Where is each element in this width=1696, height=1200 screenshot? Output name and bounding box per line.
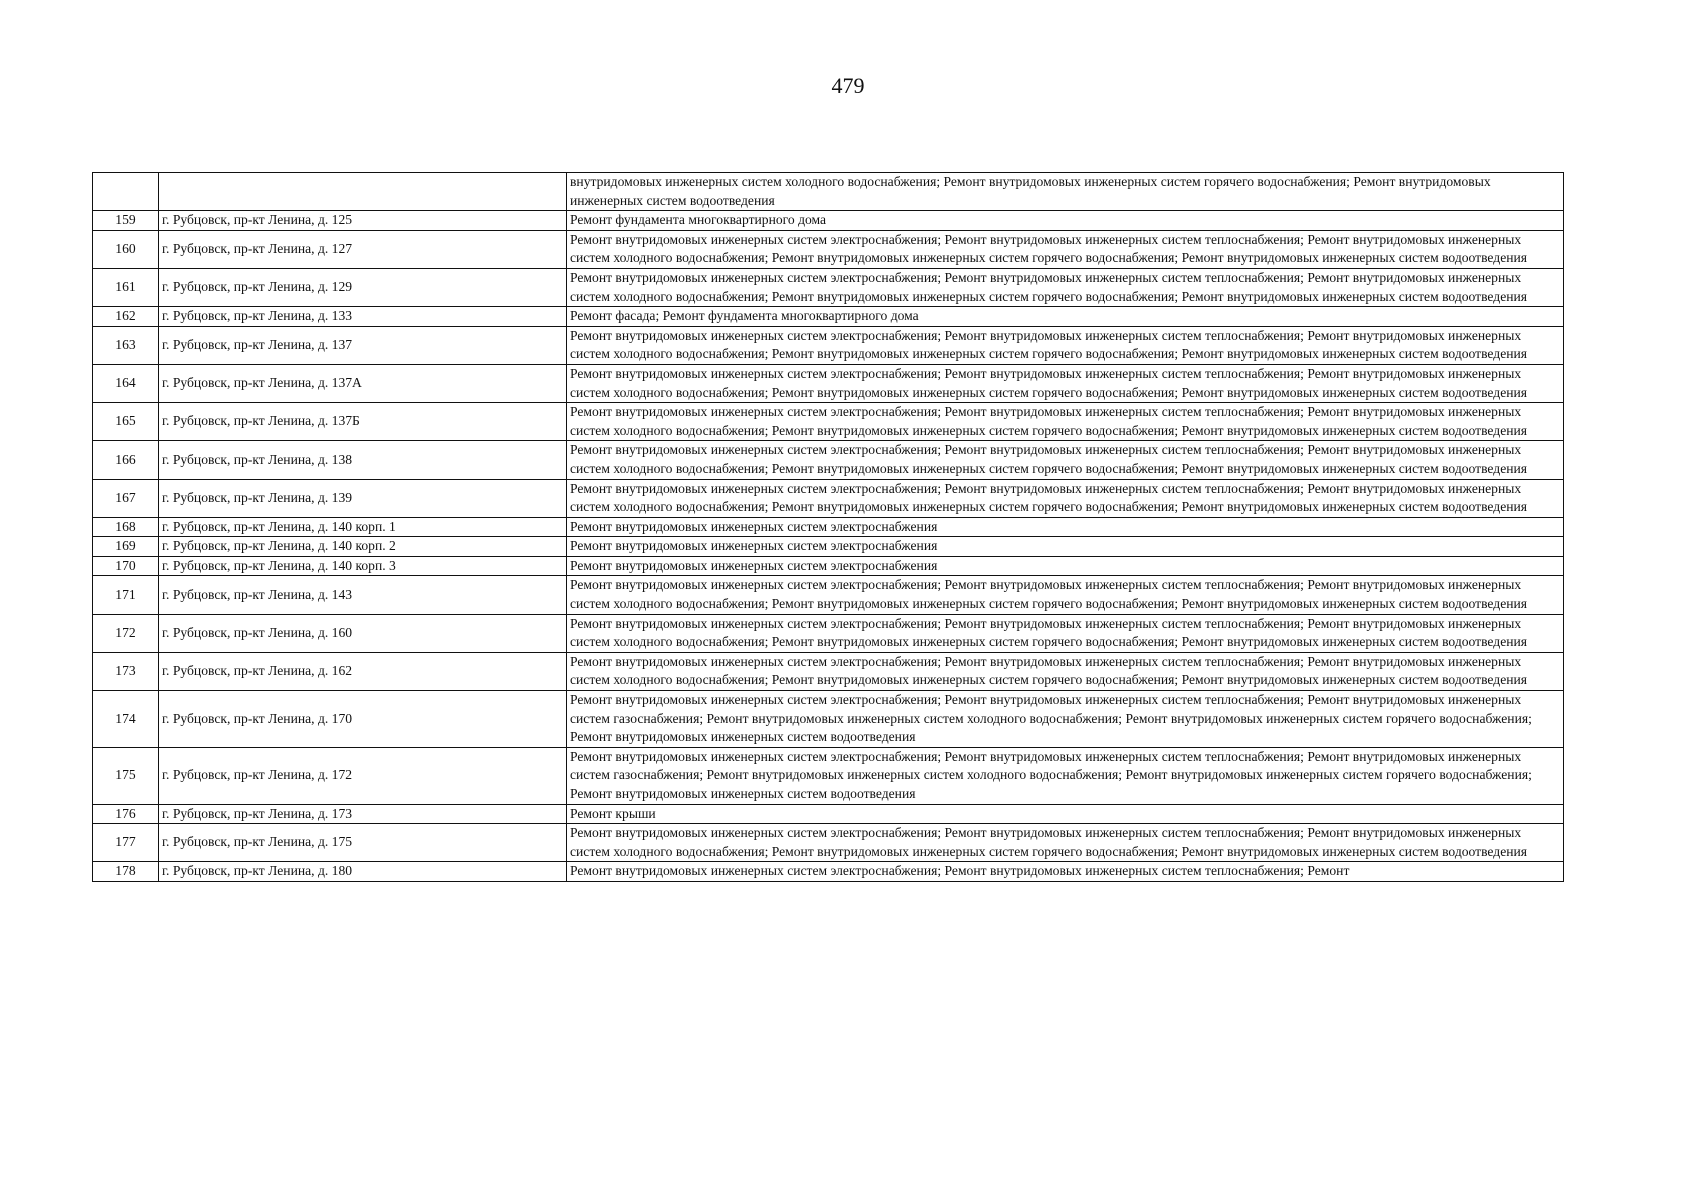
page-number: 479 (831, 73, 865, 98)
table-row (93, 307, 1564, 327)
address-cell: г. Рубцовск, пр-кт Ленина, д. 133 (159, 307, 567, 327)
address-cell: г. Рубцовск, пр-кт Ленина, д. 127 (159, 230, 567, 268)
address-cell: г. Рубцовск, пр-кт Ленина, д. 139 (159, 479, 567, 517)
work-description-cell: Ремонт внутридомовых инженерных систем электроснабжения; Ремонт внутридомовых инженерных систем теплоснабжения; Ремонт внутридомовых инженерных систем холодного водоснабжения; Ремонт внутридомовых инженерных систем горячего водоснабжения; Ремонт внутридомовых инженерных систем водоотведения (567, 652, 1564, 690)
address-cell: г. Рубцовск, пр-кт Ленина, д. 137А (159, 364, 567, 402)
table-row (93, 211, 1564, 231)
address-cell: г. Рубцовск, пр-кт Ленина, д. 140 корп. 2 (159, 537, 567, 557)
work-description-cell: Ремонт внутридомовых инженерных систем электроснабжения; Ремонт внутридомовых инженерных систем теплоснабжения; Ремонт внутридомовых инженерных систем холодного водоснабжения; Ремонт внутридомовых инженерных систем горячего водоснабжения; Ремонт внутридомовых инженерных систем водоотведения (567, 364, 1564, 402)
table-row (93, 537, 1564, 557)
row-number-cell: 174 (93, 691, 159, 748)
table-row (93, 747, 1564, 804)
table-row (93, 173, 1564, 211)
address-cell: г. Рубцовск, пр-кт Ленина, д. 170 (159, 691, 567, 748)
address-cell: г. Рубцовск, пр-кт Ленина, д. 125 (159, 211, 567, 231)
address-cell: г. Рубцовск, пр-кт Ленина, д. 173 (159, 804, 567, 824)
table-row (93, 614, 1564, 652)
address-cell: г. Рубцовск, пр-кт Ленина, д. 143 (159, 576, 567, 614)
table-row (93, 691, 1564, 748)
table-row (93, 268, 1564, 306)
row-number-cell: 169 (93, 537, 159, 557)
row-number-cell: 170 (93, 556, 159, 576)
table-row (93, 403, 1564, 441)
table-row (93, 804, 1564, 824)
row-number-cell: 173 (93, 652, 159, 690)
address-cell: г. Рубцовск, пр-кт Ленина, д. 137 (159, 326, 567, 364)
table-row (93, 230, 1564, 268)
work-description-cell: Ремонт внутридомовых инженерных систем электроснабжения (567, 556, 1564, 576)
work-description-cell: Ремонт внутридомовых инженерных систем электроснабжения; Ремонт внутридомовых инженерных систем теплоснабжения; Ремонт внутридомовых инженерных систем холодного водоснабжения; Ремонт внутридомовых инженерных систем горячего водоснабжения; Ремонт внутридомовых инженерных систем водоотведения (567, 576, 1564, 614)
row-number-cell: 161 (93, 268, 159, 306)
work-description-cell: Ремонт внутридомовых инженерных систем электроснабжения; Ремонт внутридомовых инженерных систем теплоснабжения; Ремонт внутридомовых инженерных систем холодного водоснабжения; Ремонт внутридомовых инженерных систем горячего водоснабжения; Ремонт внутридомовых инженерных систем водоотведения (567, 614, 1564, 652)
row-number-cell: 166 (93, 441, 159, 479)
table-row (93, 326, 1564, 364)
address-cell: г. Рубцовск, пр-кт Ленина, д. 162 (159, 652, 567, 690)
table-row (93, 517, 1564, 537)
row-number-cell: 172 (93, 614, 159, 652)
row-number-cell: 171 (93, 576, 159, 614)
work-description-cell: Ремонт внутридомовых инженерных систем электроснабжения; Ремонт внутридомовых инженерных систем теплоснабжения; Ремонт внутридомовых инженерных систем холодного водоснабжения; Ремонт внутридомовых инженерных систем горячего водоснабжения; Ремонт внутридомовых инженерных систем водоотведения (567, 326, 1564, 364)
work-description-cell: Ремонт внутридомовых инженерных систем электроснабжения; Ремонт внутридомовых инженерных систем теплоснабжения; Ремонт внутридомовых инженерных систем холодного водоснабжения; Ремонт внутридомовых инженерных систем горячего водоснабжения; Ремонт внутридомовых инженерных систем водоотведения (567, 479, 1564, 517)
row-number-cell: 175 (93, 747, 159, 804)
address-cell: г. Рубцовск, пр-кт Ленина, д. 140 корп. 1 (159, 517, 567, 537)
row-number-cell: 162 (93, 307, 159, 327)
work-description-cell: Ремонт внутридомовых инженерных систем электроснабжения (567, 517, 1564, 537)
work-description-cell: Ремонт фундамента многоквартирного дома (567, 211, 1564, 231)
repair-works-table (92, 172, 1564, 882)
row-number-cell: 160 (93, 230, 159, 268)
work-description-cell: внутридомовых инженерных систем холодного водоснабжения; Ремонт внутридомовых инженерных систем горячего водоснабжения; Ремонт внутридомовых инженерных систем водоотведения (567, 173, 1564, 211)
address-cell: г. Рубцовск, пр-кт Ленина, д. 129 (159, 268, 567, 306)
work-description-cell: Ремонт внутридомовых инженерных систем электроснабжения; Ремонт внутридомовых инженерных систем теплоснабжения; Ремонт внутридомовых инженерных систем холодного водоснабжения; Ремонт внутридомовых инженерных систем горячего водоснабжения; Ремонт внутридомовых инженерных систем водоотведения (567, 403, 1564, 441)
work-description-cell: Ремонт фасада; Ремонт фундамента многоквартирного дома (567, 307, 1564, 327)
row-number-cell: 168 (93, 517, 159, 537)
table-row (93, 576, 1564, 614)
table-row (93, 652, 1564, 690)
row-number-cell: 163 (93, 326, 159, 364)
address-cell (159, 173, 567, 211)
table-row (93, 824, 1564, 862)
work-description-cell: Ремонт внутридомовых инженерных систем электроснабжения; Ремонт внутридомовых инженерных систем теплоснабжения; Ремонт внутридомовых инженерных систем газоснабжения; Ремонт внутридомовых инженерных систем холодного водоснабжения; Ремонт внутридомовых инженерных систем горячего водоснабжения; Ремонт внутридомовых инженерных систем водоотведения (567, 691, 1564, 748)
work-description-cell: Ремонт внутридомовых инженерных систем электроснабжения (567, 537, 1564, 557)
row-number-cell: 165 (93, 403, 159, 441)
row-number-cell: 178 (93, 862, 159, 882)
work-description-cell: Ремонт внутридомовых инженерных систем электроснабжения; Ремонт внутридомовых инженерных систем теплоснабжения; Ремонт внутридомовых инженерных систем холодного водоснабжения; Ремонт внутридомовых инженерных систем горячего водоснабжения; Ремонт внутридомовых инженерных систем водоотведения (567, 230, 1564, 268)
work-description-cell: Ремонт внутридомовых инженерных систем электроснабжения; Ремонт внутридомовых инженерных систем теплоснабжения; Ремонт внутридомовых инженерных систем холодного водоснабжения; Ремонт внутридомовых инженерных систем горячего водоснабжения; Ремонт внутридомовых инженерных систем водоотведения (567, 824, 1564, 862)
work-description-cell: Ремонт внутридомовых инженерных систем электроснабжения; Ремонт внутридомовых инженерных систем теплоснабжения; Ремонт внутридомовых инженерных систем холодного водоснабжения; Ремонт внутридомовых инженерных систем горячего водоснабжения; Ремонт внутридомовых инженерных систем водоотведения (567, 441, 1564, 479)
row-number-cell: 164 (93, 364, 159, 402)
table-row (93, 479, 1564, 517)
work-description-cell: Ремонт внутридомовых инженерных систем электроснабжения; Ремонт внутридомовых инженерных систем теплоснабжения; Ремонт (567, 862, 1564, 882)
row-number-cell: 177 (93, 824, 159, 862)
address-cell: г. Рубцовск, пр-кт Ленина, д. 175 (159, 824, 567, 862)
work-description-cell: Ремонт крыши (567, 804, 1564, 824)
table-row (93, 364, 1564, 402)
address-cell: г. Рубцовск, пр-кт Ленина, д. 138 (159, 441, 567, 479)
address-cell: г. Рубцовск, пр-кт Ленина, д. 140 корп. 3 (159, 556, 567, 576)
work-description-cell: Ремонт внутридомовых инженерных систем электроснабжения; Ремонт внутридомовых инженерных систем теплоснабжения; Ремонт внутридомовых инженерных систем газоснабжения; Ремонт внутридомовых инженерных систем холодного водоснабжения; Ремонт внутридомовых инженерных систем горячего водоснабжения; Ремонт внутридомовых инженерных систем водоотведения (567, 747, 1564, 804)
work-description-cell: Ремонт внутридомовых инженерных систем электроснабжения; Ремонт внутридомовых инженерных систем теплоснабжения; Ремонт внутридомовых инженерных систем холодного водоснабжения; Ремонт внутридомовых инженерных систем горячего водоснабжения; Ремонт внутридомовых инженерных систем водоотведения (567, 268, 1564, 306)
table-row (93, 862, 1564, 882)
row-number-cell: 167 (93, 479, 159, 517)
table-row (93, 441, 1564, 479)
table-body (93, 173, 1564, 882)
row-number-cell: 159 (93, 211, 159, 231)
row-number-cell (93, 173, 159, 211)
table-row (93, 556, 1564, 576)
address-cell: г. Рубцовск, пр-кт Ленина, д. 172 (159, 747, 567, 804)
row-number-cell: 176 (93, 804, 159, 824)
address-cell: г. Рубцовск, пр-кт Ленина, д. 160 (159, 614, 567, 652)
address-cell: г. Рубцовск, пр-кт Ленина, д. 180 (159, 862, 567, 882)
address-cell: г. Рубцовск, пр-кт Ленина, д. 137Б (159, 403, 567, 441)
